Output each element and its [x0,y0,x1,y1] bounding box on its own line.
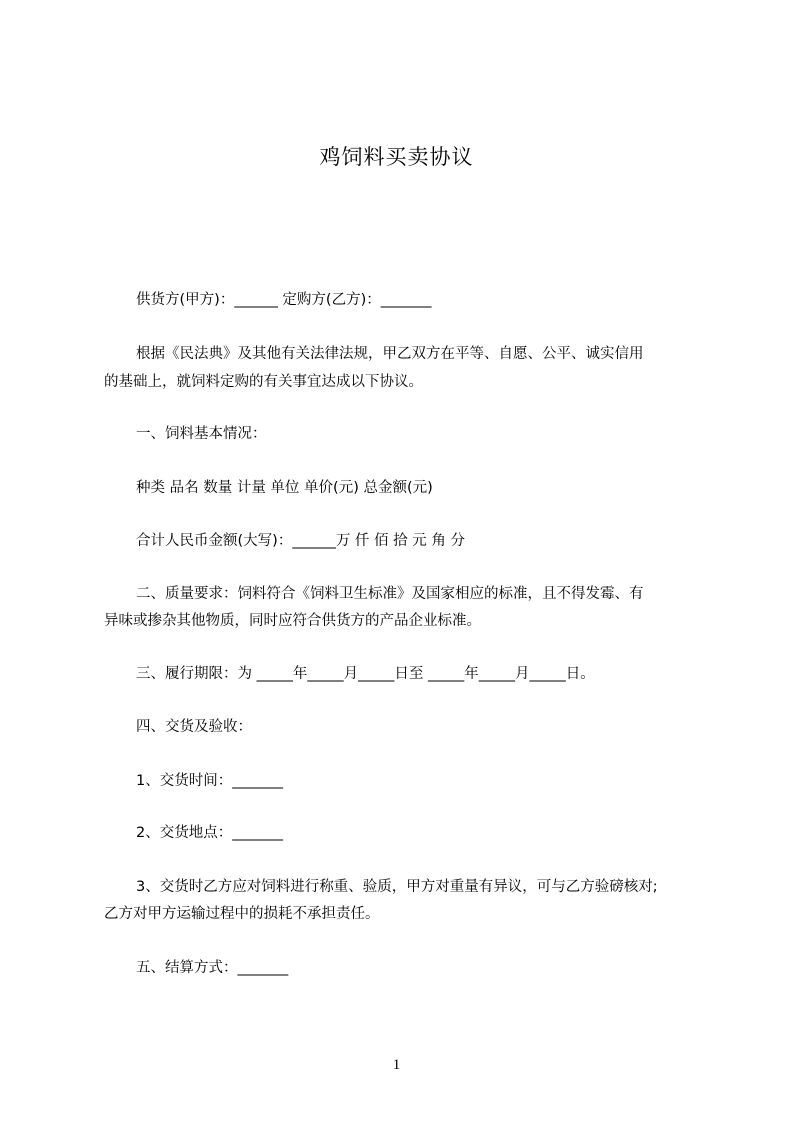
intro-line-2: 的基础上，就饲料定购的有关事宜达成以下协议。 [104,374,423,390]
section-4-heading: 四、交货及验收： [136,719,252,735]
table-header-line: 种类 品名 数量 计量 单位 单价(元) 总金额(元) [136,480,433,496]
section-1-heading: 一、饲料基本情况： [136,426,267,442]
settlement-line: 五、结算方式：_______ [136,960,289,976]
page-number: 1 [392,1057,401,1073]
delivery-place-line: 2、交货地点：_______ [136,825,283,841]
term-line: 三、履行期限：为 _____年_____月_____日至 _____年_____月_____日。 [136,666,595,682]
parties-line: 供货方(甲方)：______ 定购方(乙方)：_______ [136,292,432,308]
inspection-line-2: 乙方对甲方运输过程中的损耗不承担责任。 [104,906,380,922]
intro-line-1: 根据《民法典》及其他有关法律法规，甲乙双方在平等、自愿、公平、诚实信用 [136,346,644,362]
document-title: 鸡饲料买卖协议 [319,145,474,169]
total-amount-line: 合计人民币金额(大写)：______万 仟 佰 拾 元 角 分 [136,533,465,549]
quality-line-1: 二、质量要求：饲料符合《饲料卫生标准》及国家相应的标准，且不得发霉、有 [136,586,644,602]
inspection-line-1: 3、交货时乙方应对饲料进行称重、验质，甲方对重量有异议，可与乙方验磅核对; [136,879,658,895]
delivery-time-line: 1、交货时间：_______ [136,773,283,789]
quality-line-2: 异味或掺杂其他物质，同时应符合供货方的产品企业标准。 [104,613,481,629]
